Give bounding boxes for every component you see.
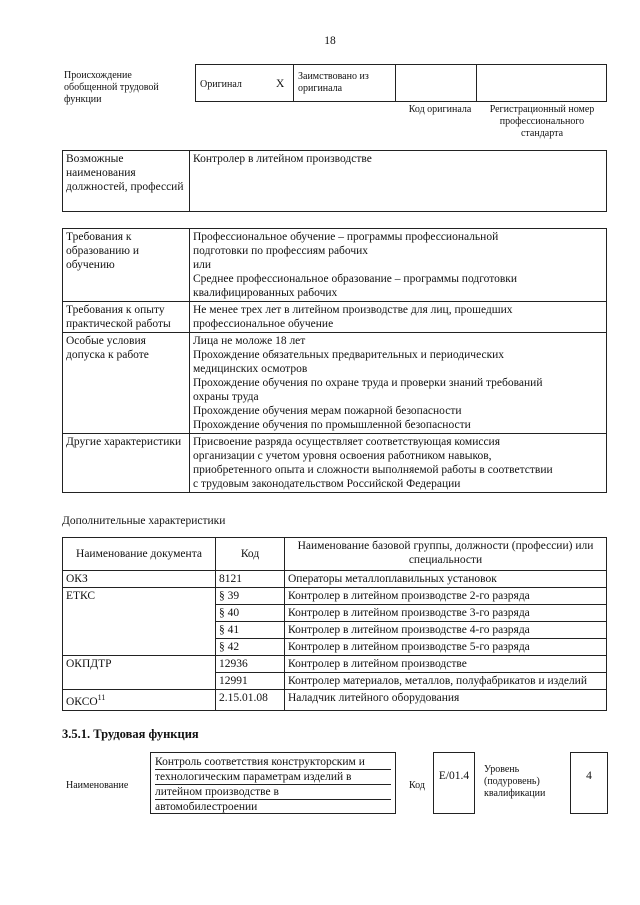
positions-label: Возможные наименования должностей, профессий — [63, 151, 190, 212]
row-code: § 42 — [216, 639, 285, 656]
row-doc-okso — [63, 690, 216, 711]
req-line: с трудовым законодательством Российской Федерации — [193, 478, 461, 490]
row-code: 12936 — [216, 656, 285, 673]
level-label-line: (подуровень) — [484, 776, 540, 787]
req-row-other — [63, 434, 607, 493]
row-code: 2.15.01.08 — [216, 690, 285, 711]
function-code: E/01.4 — [433, 752, 475, 814]
function-name-line: литейном производстве в — [155, 785, 391, 800]
function-name-line: Контроль соответствия конструкторским и — [155, 755, 391, 770]
origin-label: Происхождение обобщенной трудовой функции — [64, 70, 159, 105]
original-label: Оригинал — [200, 79, 242, 90]
labor-function-heading: 3.5.1. Трудовая функция — [62, 727, 199, 741]
positions-value: Контролер в литейном производстве — [190, 151, 607, 212]
req-row-conditions — [63, 333, 607, 434]
row-code: § 39 — [216, 588, 285, 605]
function-name-box — [150, 752, 396, 814]
name-label: Наименование — [66, 780, 129, 791]
req-line: приобретенного опыта и сложности выполняемой работы в соответствии — [193, 464, 553, 476]
req-line: организации с учетом уровня освоения работником навыков, — [193, 450, 492, 462]
table-row — [63, 588, 607, 605]
additional-table — [62, 537, 607, 711]
row-name: Контролер в литейном производстве 2-го разряда — [285, 588, 607, 605]
borrowed-label: Заимствовано из оригинала — [298, 71, 369, 94]
req-line: Прохождение обязательных предварительных и периодических — [193, 349, 505, 361]
row-code: 8121 — [216, 571, 285, 588]
level-label-line: Уровень — [484, 764, 520, 775]
table-row — [63, 656, 607, 673]
level-label-line: квалификации — [484, 788, 546, 799]
row-name: Операторы металлоплавильных установок — [285, 571, 607, 588]
req-line: профессиональное обучение — [193, 318, 334, 330]
level-label — [484, 764, 564, 800]
additional-header-row — [63, 538, 607, 571]
additional-title: Дополнительные характеристики — [62, 515, 226, 527]
req-line: квалифицированных рабочих — [193, 287, 338, 299]
req-line: Среднее профессиональное образование – программы подготовки — [193, 273, 518, 285]
page-number: 18 — [324, 35, 336, 47]
row-name: Контролер в литейном производстве 5-го разряда — [285, 639, 607, 656]
req-row-experience — [63, 302, 607, 333]
code-caption: Код оригинала — [408, 104, 472, 115]
footnote-ref: 11 — [97, 693, 106, 702]
req-line: охраны труда — [193, 391, 259, 403]
row-code: 12991 — [216, 673, 285, 690]
req-line: подготовки по профессиям рабочих — [193, 245, 369, 257]
row-code: § 40 — [216, 605, 285, 622]
req-label: Другие характеристики — [63, 434, 190, 493]
qualification-level: 4 — [570, 752, 608, 814]
original-mark: X — [276, 78, 285, 90]
req-line: Присвоение разряда осуществляет соответствующая комиссия — [193, 436, 501, 448]
header-doc: Наименование документа — [63, 538, 216, 571]
requirements-table — [62, 228, 607, 493]
req-label: Требования к образованию и обучению — [63, 229, 190, 302]
req-line: медицинских осмотров — [193, 363, 308, 375]
code-label: Код — [409, 780, 425, 791]
row-doc: ОКПДТР — [63, 656, 216, 690]
row-name: Контролер в литейном производстве 4-го разряда — [285, 622, 607, 639]
header-code: Код — [216, 538, 285, 571]
row-code: § 41 — [216, 622, 285, 639]
positions-table — [62, 150, 607, 212]
origin-box — [195, 64, 607, 102]
req-line: Прохождение обучения мерам пожарной безопасности — [193, 405, 462, 417]
req-line: или — [193, 259, 212, 271]
header-name: Наименование базовой группы, должности (профессии) или специальности — [285, 538, 607, 571]
req-line: Прохождение обучения по охране труда и проверки знаний требований — [193, 377, 543, 389]
row-name: Наладчик литейного оборудования — [285, 690, 607, 711]
row-name: Контролер материалов, металлов, полуфабрикатов и изделий — [285, 673, 607, 690]
req-row-education — [63, 229, 607, 302]
row-name: Контролер в литейном производстве 3-го разряда — [285, 605, 607, 622]
row-doc: ЕТКС — [63, 588, 216, 656]
function-name-line: автомобилестроении — [155, 801, 258, 813]
function-name-line: технологическим параметрам изделий в — [155, 770, 391, 785]
reg-caption: Регистрационный номер профессионального стандарта — [489, 104, 595, 139]
req-line: Прохождение обучения по промышленной безопасности — [193, 419, 471, 431]
req-line: Не менее трех лет в литейном производстве для лиц, прошедших — [193, 304, 513, 316]
req-label: Требования к опыту практической работы — [63, 302, 190, 333]
req-line: Профессиональное обучение – программы профессиональной — [193, 231, 499, 243]
row-doc: ОКЗ — [63, 571, 216, 588]
row-name: Контролер в литейном производстве — [285, 656, 607, 673]
req-line: Лица не моложе 18 лет — [193, 335, 306, 347]
table-row — [63, 690, 607, 711]
row-doc: ОКСО — [66, 695, 98, 708]
req-label: Особые условия допуска к работе — [63, 333, 190, 434]
table-row — [63, 571, 607, 588]
